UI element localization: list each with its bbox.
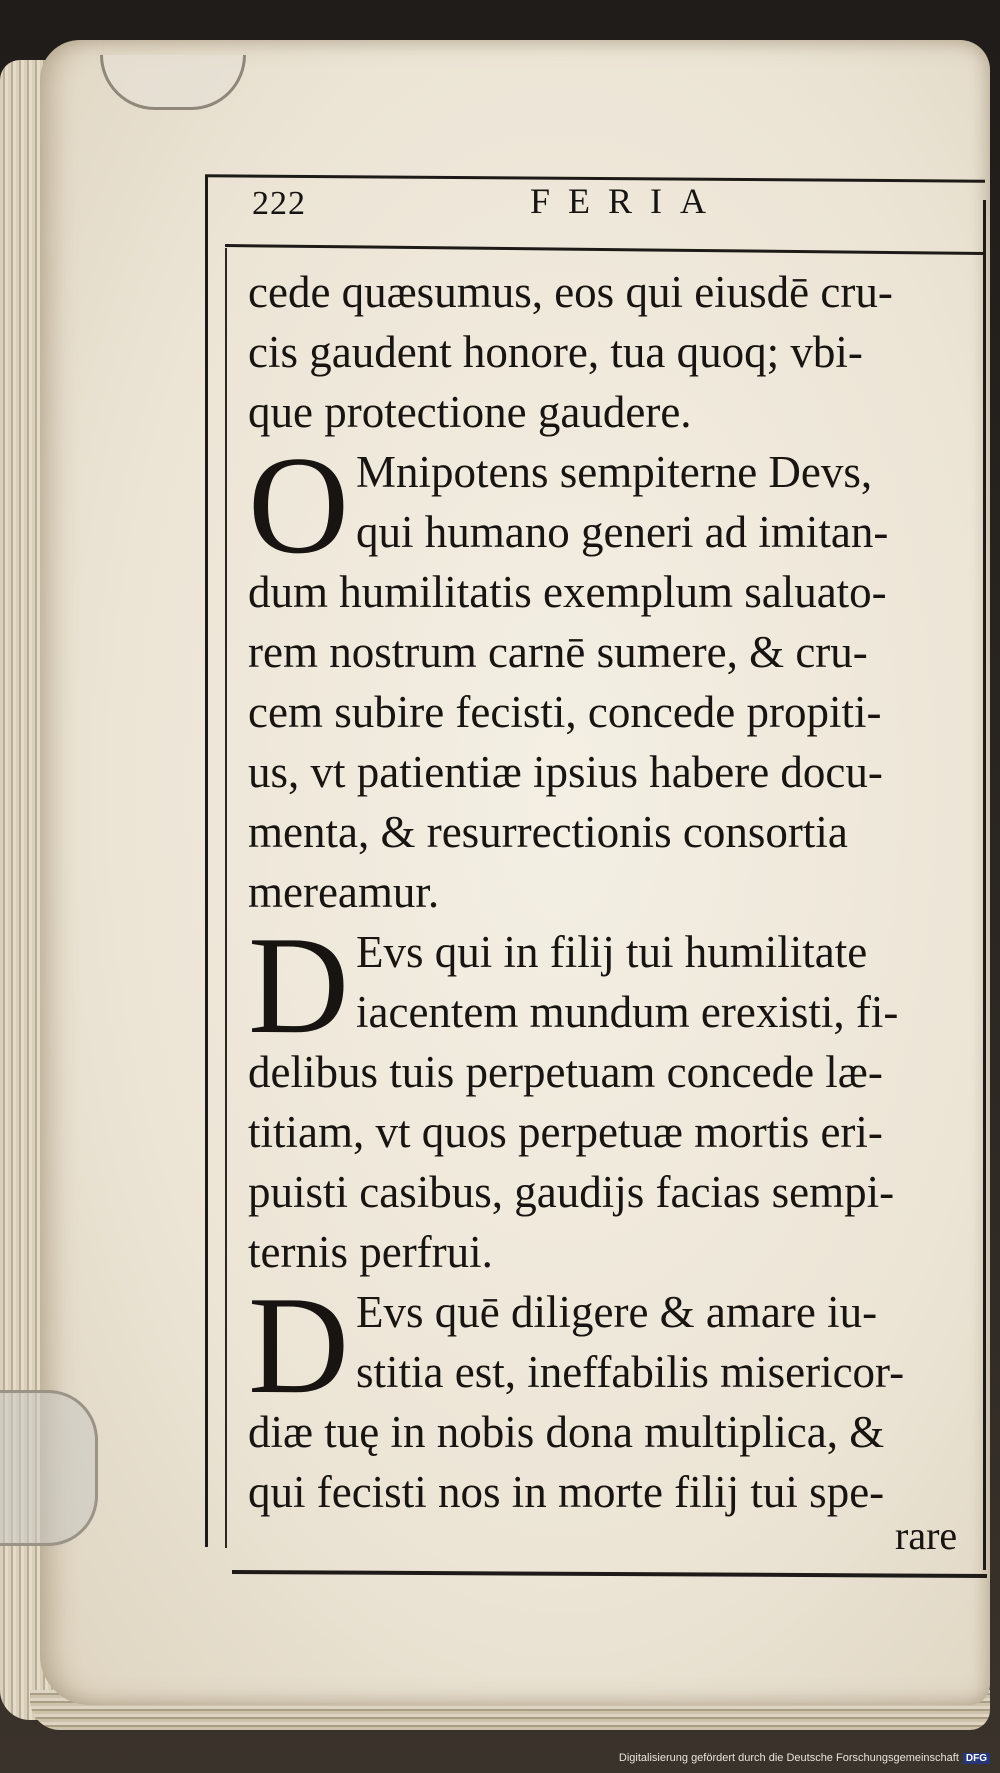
text-line: cem subire fecisti, concede propiti- [248, 687, 882, 737]
running-head: FERIA [530, 181, 725, 221]
dfg-logo: DFG [963, 1753, 990, 1764]
text-line: delibus tuis perpetuam concede læ- [248, 1047, 883, 1097]
text-line: menta, & resurrectionis consortia [248, 807, 848, 857]
frame-rule-right [983, 200, 986, 1570]
text-line: cede quæsumus, eos qui eiusdē cru- [248, 267, 893, 317]
text-line: diæ tuę in nobis dona multiplica, & [248, 1407, 885, 1457]
text-line: Mnipotens sempiterne Devs, [356, 447, 873, 497]
text-line: qui fecisti nos in morte filij tui spe- [248, 1467, 885, 1517]
text-line: stitia est, ineffabilis misericor- [356, 1347, 905, 1397]
text-line: cis gaudent honore, tua quoq; vbi- [248, 327, 863, 377]
text-line: us, vt patientiæ ipsius habere docu- [248, 747, 883, 797]
text-line: que protectione gaudere. [248, 387, 692, 437]
text-line: titiam, vt quos perpetuæ mortis eri- [248, 1107, 883, 1157]
credit-text: Digitalisierung gefördert durch die Deutsche Forschungsgemeinschaft [618, 1752, 959, 1764]
text-line: dum humilitatis exemplum saluato- [248, 567, 887, 617]
catchword: rare [895, 1513, 958, 1558]
page-number: 222 [252, 185, 306, 222]
text-line: iacentem mundum erexisti, fi- [356, 987, 899, 1037]
text-line: ternis perfrui. [248, 1227, 493, 1277]
paragraph [248, 1268, 973, 1522]
text-line: puisti casibus, gaudijs facias sempi- [248, 1167, 895, 1217]
frame-rule-left-inner [225, 248, 227, 1548]
text-line: qui humano generi ad imitan- [356, 507, 889, 557]
paragraph [248, 262, 973, 442]
paragraph [248, 908, 973, 1282]
frame-rule-left [205, 177, 208, 1547]
text-line: rem nostrum carnē sumere, & cru- [248, 627, 868, 677]
text-block [248, 262, 973, 1522]
text-line: Evs quē diligere & amare iu- [356, 1287, 878, 1337]
drop-initial: D [248, 908, 350, 1063]
drop-initial: O [248, 428, 350, 583]
text-line: Evs qui in filij tui humilitate [356, 927, 868, 977]
text-line: mereamur. [248, 867, 440, 917]
drop-initial: D [248, 1268, 350, 1423]
paragraph [248, 428, 973, 922]
digitization-credit [619, 1752, 990, 1764]
clamp-left [0, 1390, 98, 1546]
